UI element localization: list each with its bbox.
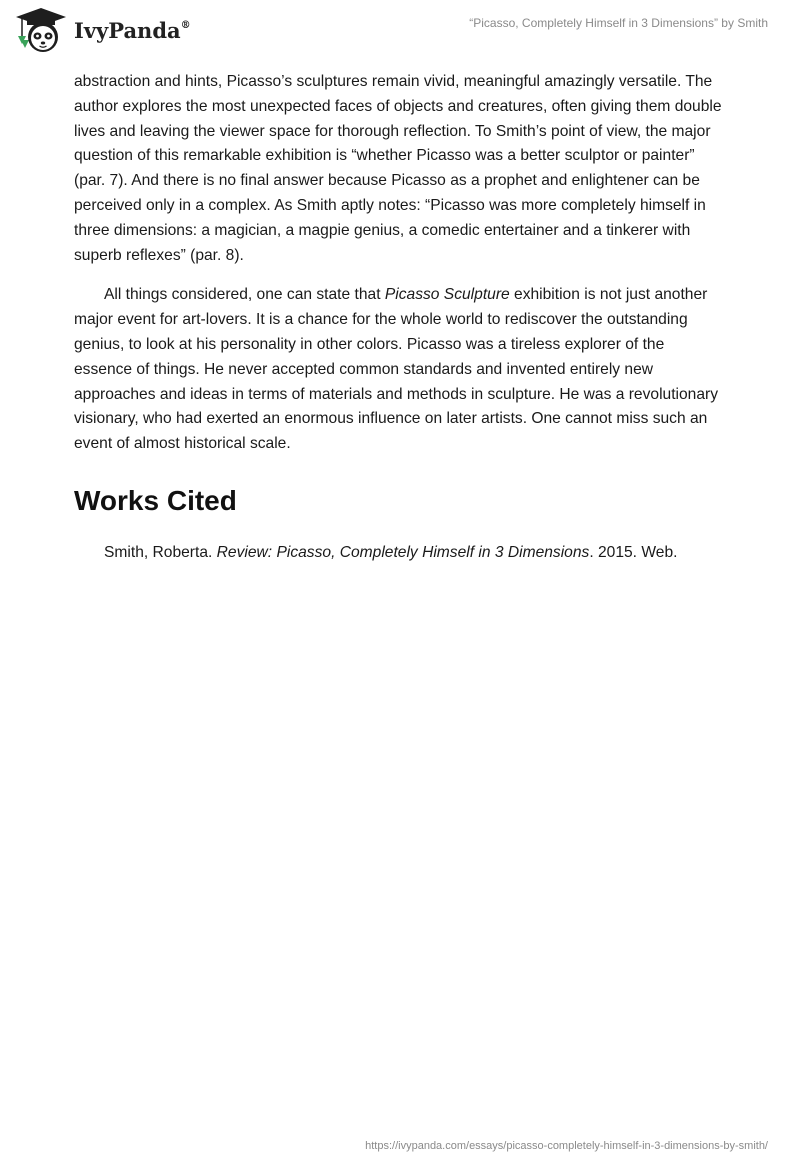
- page-header: [0, 0, 800, 70]
- paragraph-conclusion: All things considered, one can state that Picasso Sculpture exhibition is not just another major event for art-lovers. It is a chance for the whole world to rediscover the outstanding genius, to look at his personality in other colors. Picasso was a tireless explorer of the essence of things. He never accepted common standards and invented entirely new approaches and ideas in terms of materials and methods in sculpture. He was a revolutionary visionary, who had exerted an enormous influence on later artists. One cannot miss such an event of almost historical scale.: [74, 286, 719, 453]
- brand-name: IvyPanda®: [74, 17, 191, 43]
- exhibition-title: Picasso Sculpture: [384, 286, 510, 304]
- citation-entry: Smith, Roberta. Review: Picasso, Completely Himself in 3 Dimensions. 2015. Web.: [104, 543, 678, 561]
- source-url[interactable]: https://ivypanda.com/essays/picasso-completely-himself-in-3-dimensions-by-smith/: [365, 1140, 768, 1152]
- panda-graduate-icon: [14, 6, 68, 54]
- works-cited-heading: Works Cited: [74, 484, 237, 516]
- paragraph-continued: abstraction and hints, Picasso’s sculptures remain vivid, meaningful amazingly versatile. The author explores the most unexpected faces of objects and creatures, often giving them double lives and leaving the viewer space for thorough reflection. To Smith’s point of view, the major question of this remarkable exhibition is “whether Picasso was a better sculptor or painter” (par. 7). And there is no final answer because Picasso as a prophet and enlightener can be perceived only in a complex. As Smith aptly notes: “Picasso was more completely himself in three dimensions: a magician, a magpie genius, a comedic entertainer and a tinkerer with superb reflexes” (par. 8).: [74, 73, 722, 264]
- ivypanda-logo[interactable]: [14, 6, 191, 54]
- running-title: “Picasso, Completely Himself in 3 Dimensions” by Smith: [469, 16, 768, 30]
- citation-title: Review: Picasso, Completely Himself in 3 Dimensions: [216, 543, 590, 561]
- essay-body: [74, 70, 726, 566]
